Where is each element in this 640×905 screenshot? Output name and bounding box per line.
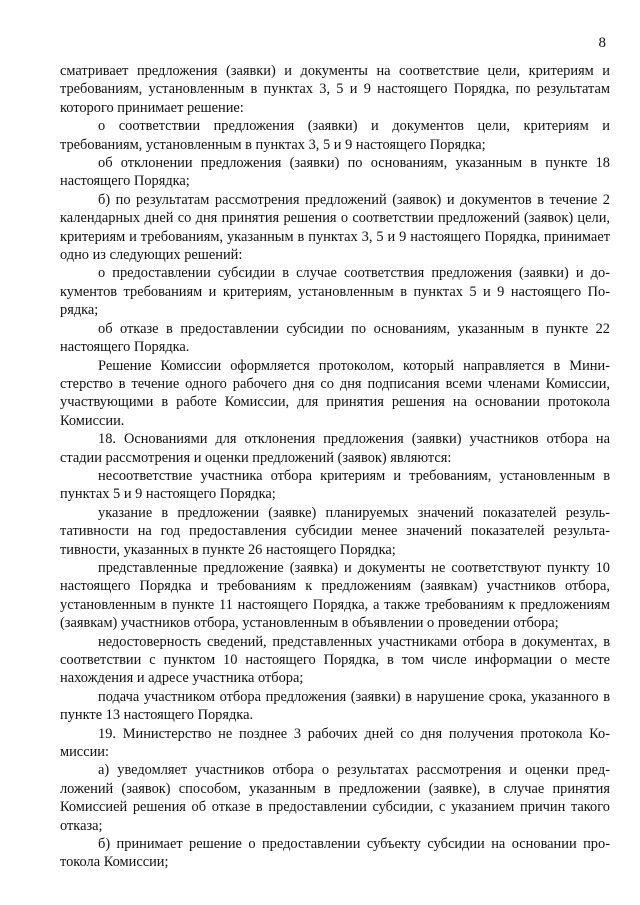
paragraph: указание в предложении (заявке) планируемых значений показателей результативности на год предоставления субсидии менее значений показателей результативности, указанных в пункте 26 настоящего Порядка; bbox=[60, 504, 610, 558]
paragraph: представленные предложение (заявка) и документы не соответствуют пункту 10 настоящего Порядка и требованиям к предложениям (заявкам) участников отбора, установленным в пункте 11 настоящего Порядка, а также требованиям к предложениям (заявкам) участников отбора, установленным в объявлении о проведении отбора; bbox=[60, 559, 610, 632]
paragraph: об отказе в предоставлении субсидии по основаниям, указанным в пункте 22 настоящего Порядка. bbox=[60, 320, 610, 356]
paragraph: 18. Основаниями для отклонения предложения (заявки) участников отбора на стадии рассмотрения и оценки предложений (заявок) являются: bbox=[60, 431, 610, 466]
paragraph: сматривает предложения (заявки) и документы на соответствие цели, критериям и требованиям, установленным в пунктах 3, 5 и 9 настоящего Порядка, по результатам которого принимает решение: bbox=[60, 63, 610, 116]
paragraph: несоответствие участника отбора критериям и требованиям, установленным в пунктах 5 и 9 настоящего Порядка; bbox=[60, 467, 610, 503]
paragraph: а) уведомляет участников отбора о результатах рассмотрения и оценки предложений (заявок) способом, указанным в предложении (заявке), в случае принятия Комиссией решения об отказе в предоставлении субсидии, с указанием причин такого отказа; bbox=[60, 762, 610, 834]
paragraph: подача участником отбора предложения (заявки) в нарушение срока, указанного в пункте 13 настоящего Порядка. bbox=[60, 688, 610, 724]
paragraph: 19. Министерство не позднее 3 рабочих дней со дня получения протокола Комиссии: bbox=[60, 725, 610, 761]
paragraph: недостоверность сведений, представленных участниками отбора в документах, в соответствии с пунктом 10 настоящего Порядка, в том числе информации о месте нахождения и адресе участника отбора; bbox=[60, 633, 610, 687]
page-number: 8 bbox=[598, 35, 606, 51]
paragraph: б) по результатам рассмотрения предложений (заявок) и документов в течение 2 календарных дней со дня принятия решения о соответствии предложений (заявок) цели, критериям и требованиям, указанным в пунктах 3, 5 и 9 настоящего Порядка, принимает одно из следующих решений: bbox=[60, 191, 610, 264]
document-body bbox=[60, 62, 610, 872]
paragraph: об отклонении предложения (заявки) по основаниям, указанным в пункте 18 настоящего Порядка; bbox=[60, 155, 610, 190]
paragraph: о предоставлении субсидии в случае соответствия предложения (заявки) и документов требованиям и критериям, установленным в пунктах 5 и 9 настоящего Порядка; bbox=[60, 265, 610, 319]
paragraph: б) принимает решение о предоставлении субъекту субсидии на основании протокола Комиссии; bbox=[60, 836, 610, 871]
paragraph: о соответствии предложения (заявки) и документов цели, критериям и требованиям, установленным в пунктах 3, 5 и 9 настоящего Порядка; bbox=[60, 118, 610, 153]
paragraph: Решение Комиссии оформляется протоколом, который направляется в Министерство в течение одного рабочего дня со дня подписания всеми членами Комиссии, участвующими в работе Комиссии, для принятия решения на основании протокола Комиссии. bbox=[60, 357, 610, 429]
